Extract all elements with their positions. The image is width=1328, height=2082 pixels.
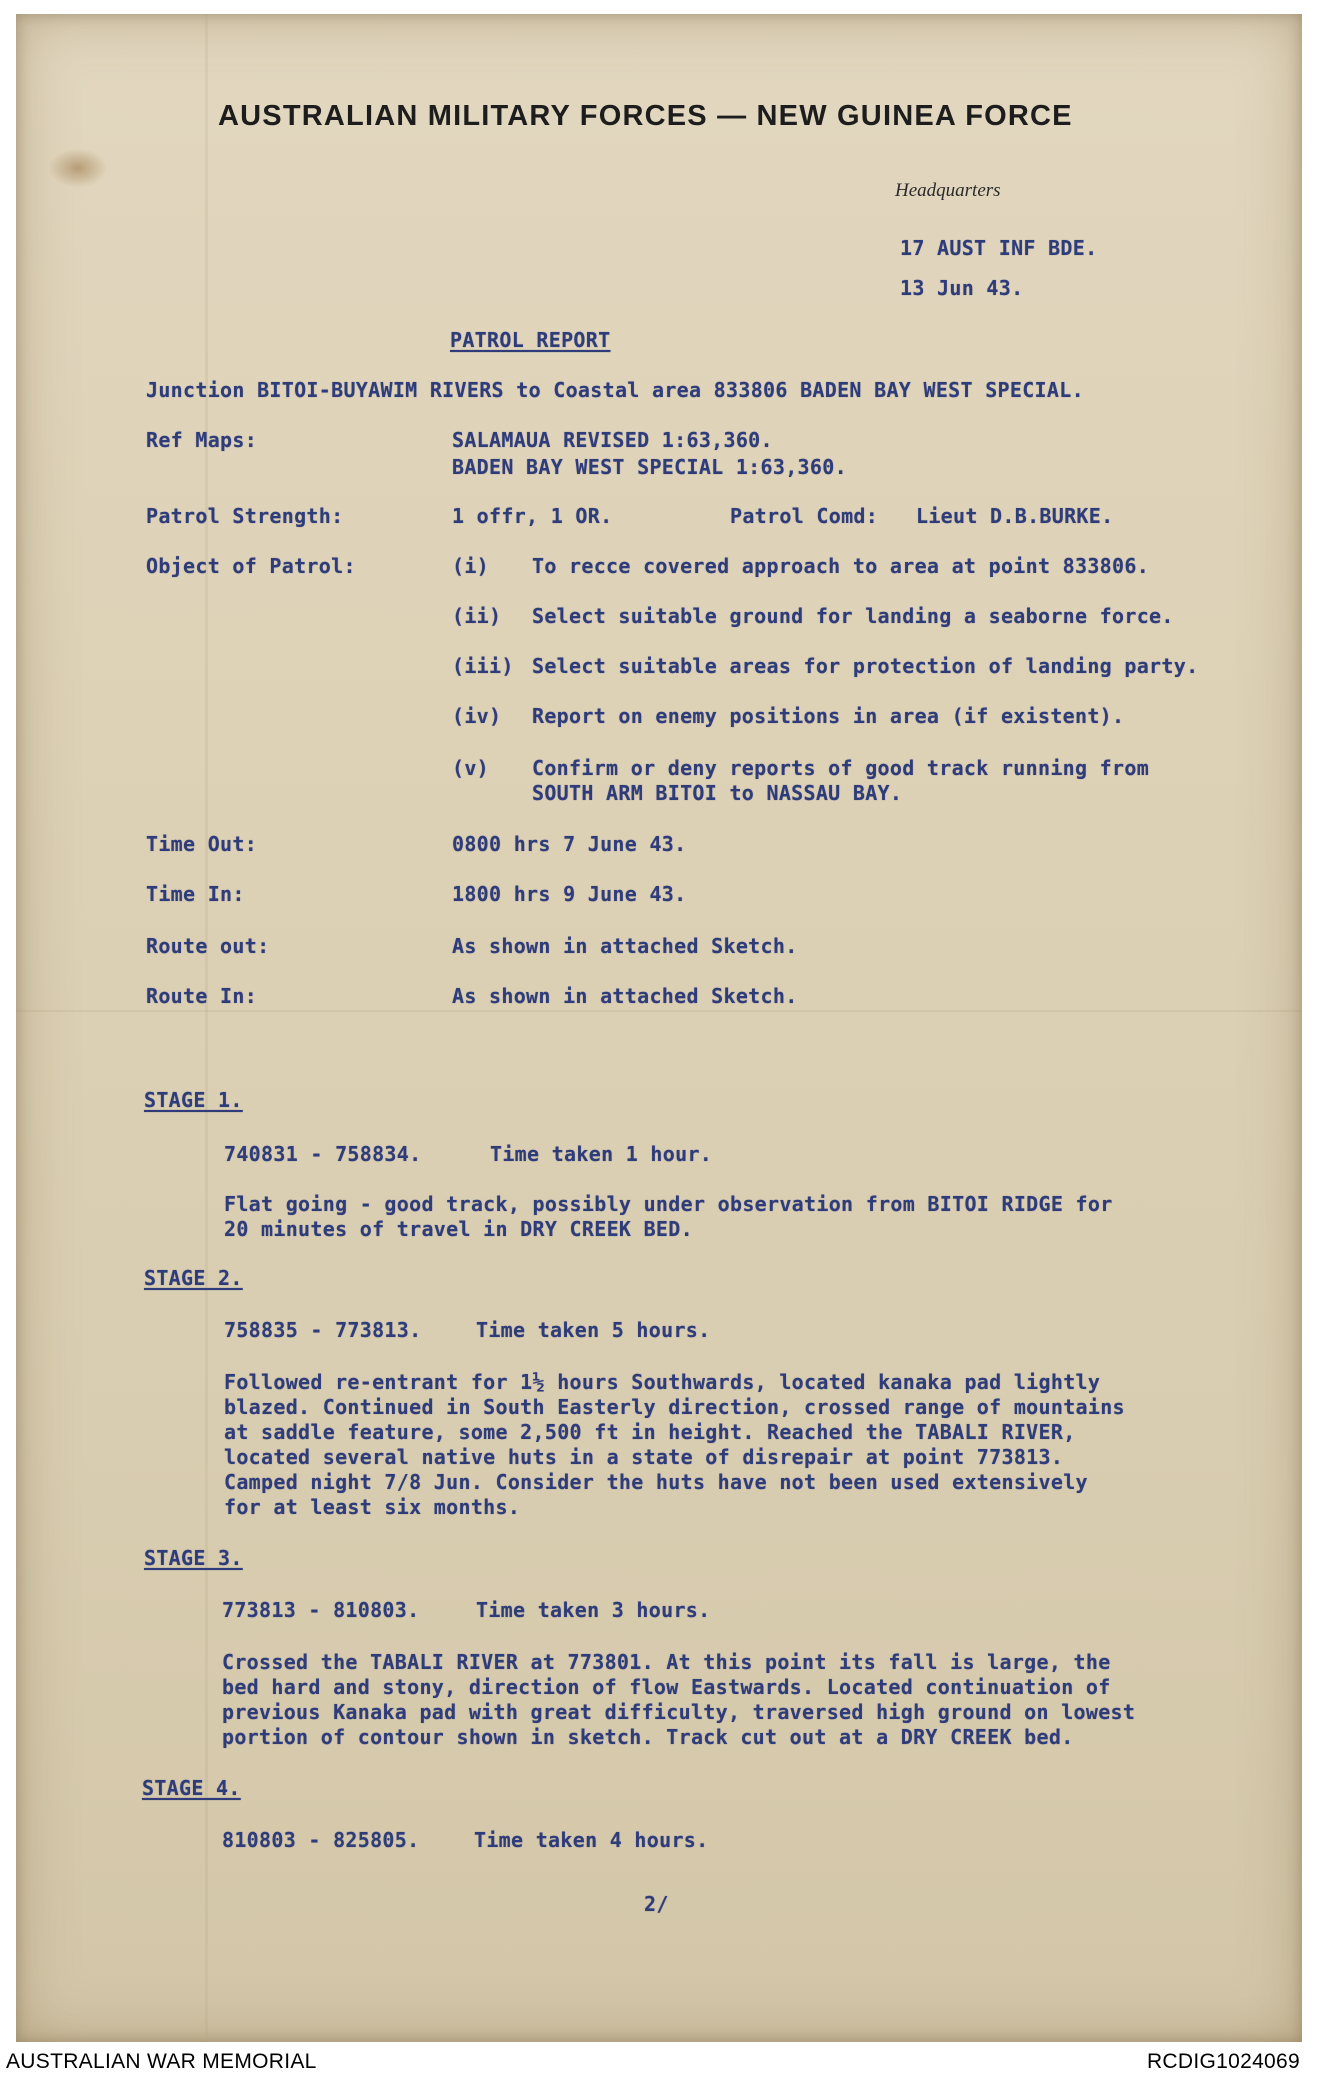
patrol-strength-value: 1 offr, 1 OR.	[452, 504, 613, 528]
stage-heading: STAGE 3.	[144, 1546, 243, 1570]
stage-grid: 758835 - 773813.	[224, 1318, 422, 1342]
object-num: (ii)	[452, 604, 502, 628]
route-in-label: Route In:	[146, 984, 258, 1008]
patrol-comd-value: Lieut D.B.BURKE.	[916, 504, 1114, 528]
time-in-value: 1800 hrs 9 June 43.	[452, 882, 687, 906]
hq-label: Headquarters	[895, 180, 1001, 201]
fold-crease	[205, 14, 208, 2042]
stage-heading: STAGE 1.	[144, 1088, 243, 1112]
report-subject: Junction BITOI-BUYAWIM RIVERS to Coastal area 833806 BADEN BAY WEST SPECIAL.	[146, 378, 1084, 402]
stage-heading: STAGE 2.	[144, 1266, 243, 1290]
patrol-strength-label: Patrol Strength:	[146, 504, 344, 528]
stage-text: Followed re-entrant for 1½ hours Southwards, located kanaka pad lightly blazed. Continued in South Easterly direction, crossed range of mountains at saddle feature, some 2,500 ft in height. Reached the TABALI RIVER, located several native huts in a state of disrepair at point 773813. Camped night 7/8 Jun. Consider the huts have not been used extensively for at least six months.	[224, 1370, 1125, 1519]
stage-grid: 773813 - 810803.	[222, 1598, 420, 1622]
object-num: (v)	[452, 756, 490, 780]
object-num: (iv)	[452, 704, 502, 728]
object-text: Select suitable ground for landing a seaborne force.	[532, 604, 1174, 628]
unit: 17 AUST INF BDE.	[900, 236, 1098, 260]
patrol-comd-label: Patrol Comd:	[730, 504, 879, 528]
stage-time: Time taken 5 hours.	[476, 1318, 711, 1342]
report-title: PATROL REPORT	[450, 328, 611, 352]
object-text: To recce covered approach to area at point 833806.	[532, 554, 1150, 578]
stage-time: Time taken 4 hours.	[474, 1828, 709, 1852]
stage-text: Crossed the TABALI RIVER at 773801. At this point its fall is large, the bed hard and stony, direction of flow Eastwards. Located continuation of previous Kanaka pad with great difficulty, traversed high ground on lowest portion of contour shown in sketch. Track cut out at a DRY CREEK bed.	[222, 1650, 1136, 1749]
route-out-value: As shown in attached Sketch.	[452, 934, 798, 958]
stage-grid: 810803 - 825805.	[222, 1828, 420, 1852]
stage-time: Time taken 1 hour.	[490, 1142, 713, 1166]
ref-map-2: BADEN BAY WEST SPECIAL 1:63,360.	[452, 455, 847, 479]
object-num: (i)	[452, 554, 490, 578]
ref-maps-label: Ref Maps:	[146, 428, 258, 452]
object-text: Report on enemy positions in area (if existent).	[532, 704, 1125, 728]
stage-time: Time taken 3 hours.	[476, 1598, 711, 1622]
route-out-label: Route out:	[146, 934, 270, 958]
page-mark: 2/	[644, 1892, 669, 1916]
footer-source: AUSTRALIAN WAR MEMORIAL	[6, 2050, 317, 2073]
letterhead: AUSTRALIAN MILITARY FORCES — NEW GUINEA FORCE	[218, 100, 1073, 132]
report-date: 13 Jun 43.	[900, 276, 1024, 300]
time-out-value: 0800 hrs 7 June 43.	[452, 832, 687, 856]
ref-map-1: SALAMAUA REVISED 1:63,360.	[452, 428, 773, 452]
stage-grid: 740831 - 758834.	[224, 1142, 422, 1166]
footer-id: RCDIG1024069	[1146, 2050, 1300, 2073]
time-out-label: Time Out:	[146, 832, 258, 856]
object-label: Object of Patrol:	[146, 554, 356, 578]
route-in-value: As shown in attached Sketch.	[452, 984, 798, 1008]
stage-heading: STAGE 4.	[142, 1776, 241, 1800]
object-text: Select suitable areas for protection of landing party.	[532, 654, 1199, 678]
object-text: Confirm or deny reports of good track running from SOUTH ARM BITOI to NASSAU BAY.	[532, 756, 1150, 805]
time-in-label: Time In:	[146, 882, 245, 906]
fold-crease	[16, 1010, 1302, 1012]
object-num: (iii)	[452, 654, 514, 678]
stage-text: Flat going - good track, possibly under observation from BITOI RIDGE for 20 minutes of travel in DRY CREEK BED.	[224, 1192, 1113, 1241]
pin-stain	[48, 148, 108, 188]
